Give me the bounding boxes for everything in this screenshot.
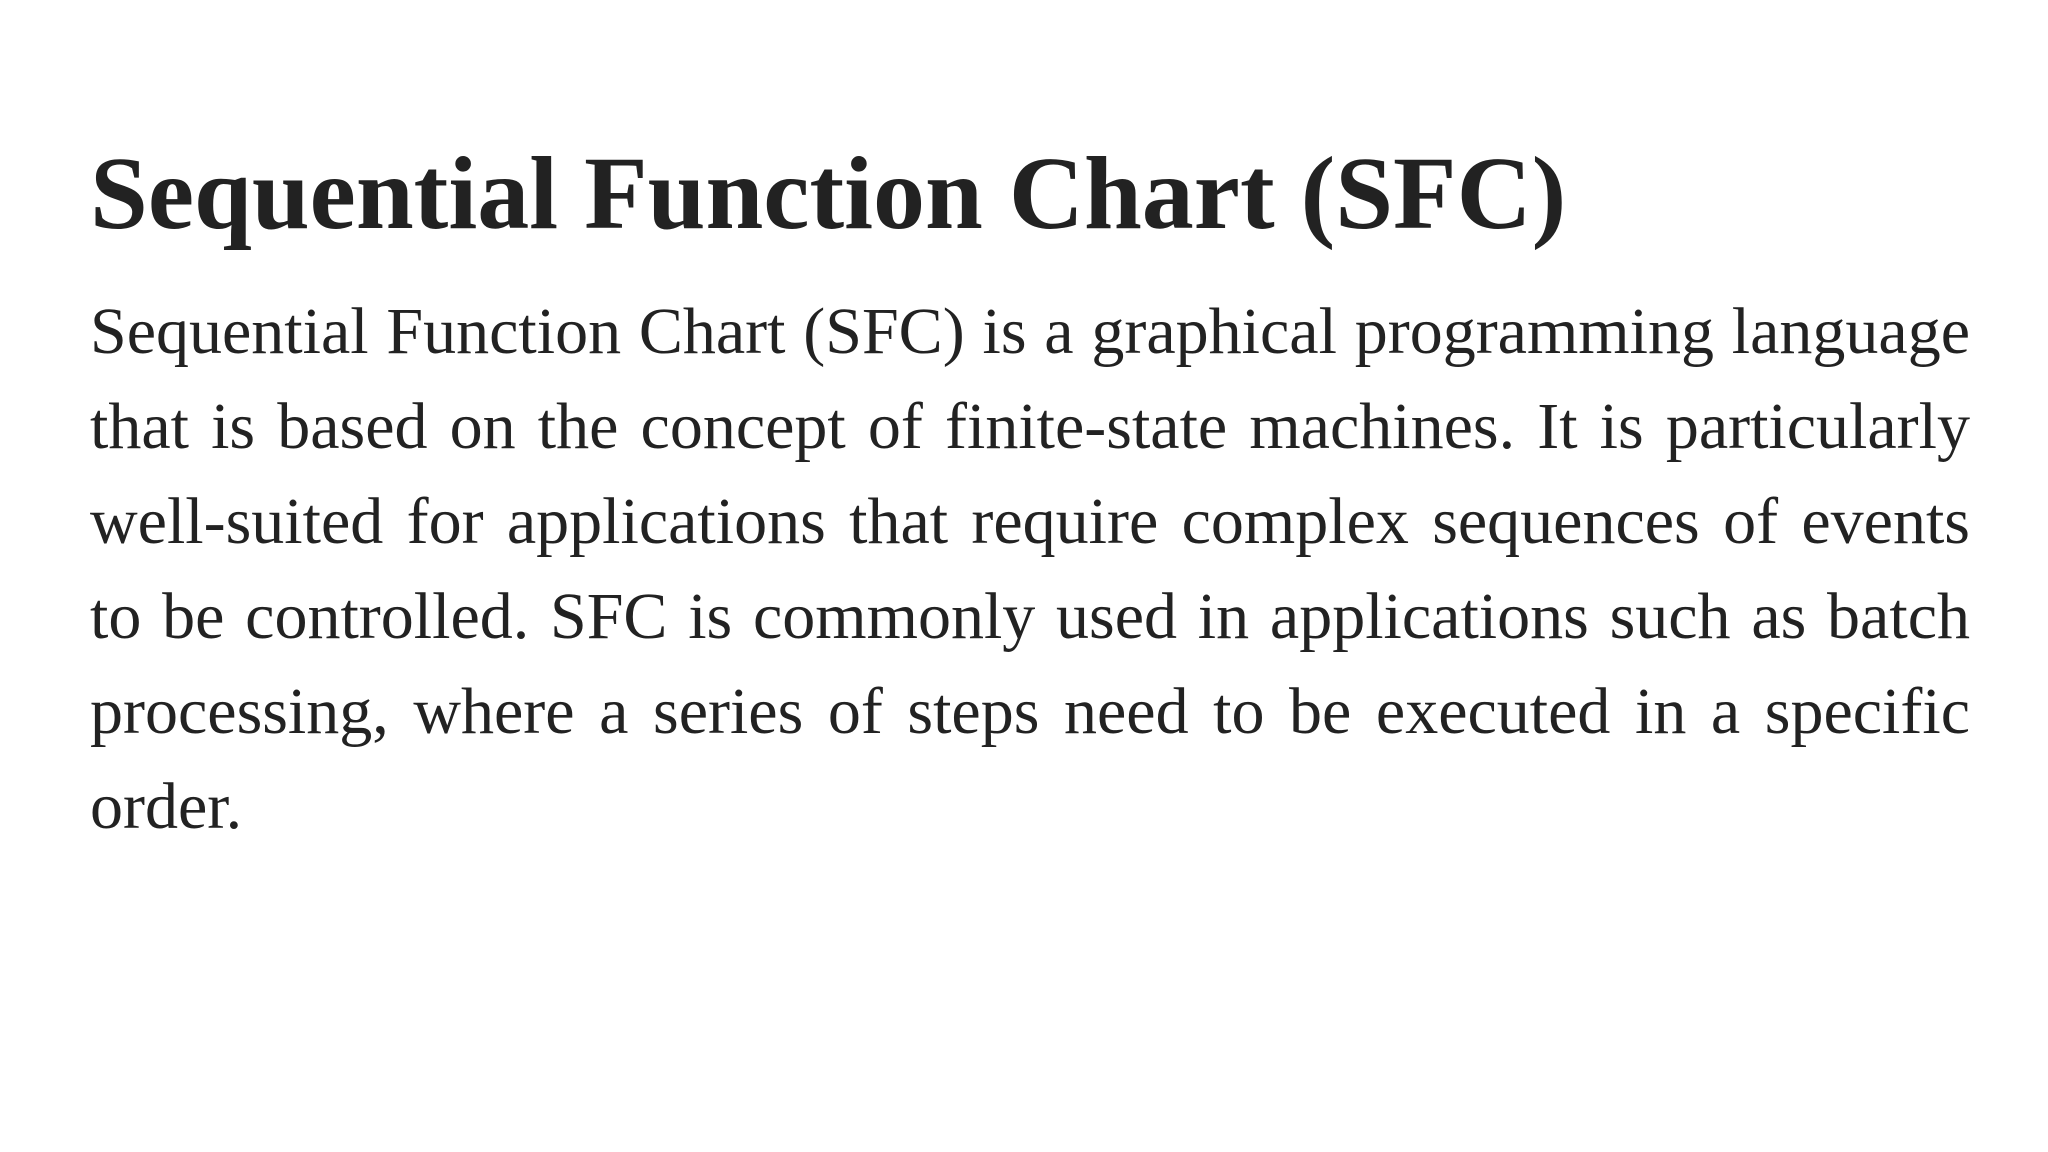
slide-body-paragraph: Sequential Function Chart (SFC) is a graphical programming language that is based on the concept of finite-state machines. It is particularly well-suited for applications that require complex sequences of events to be controlled. SFC is commonly used in applications such as batch processing, where a series of steps need to be executed in a specific order. bbox=[90, 295, 1970, 843]
slide-title: Sequential Function Chart (SFC) bbox=[90, 136, 1567, 251]
